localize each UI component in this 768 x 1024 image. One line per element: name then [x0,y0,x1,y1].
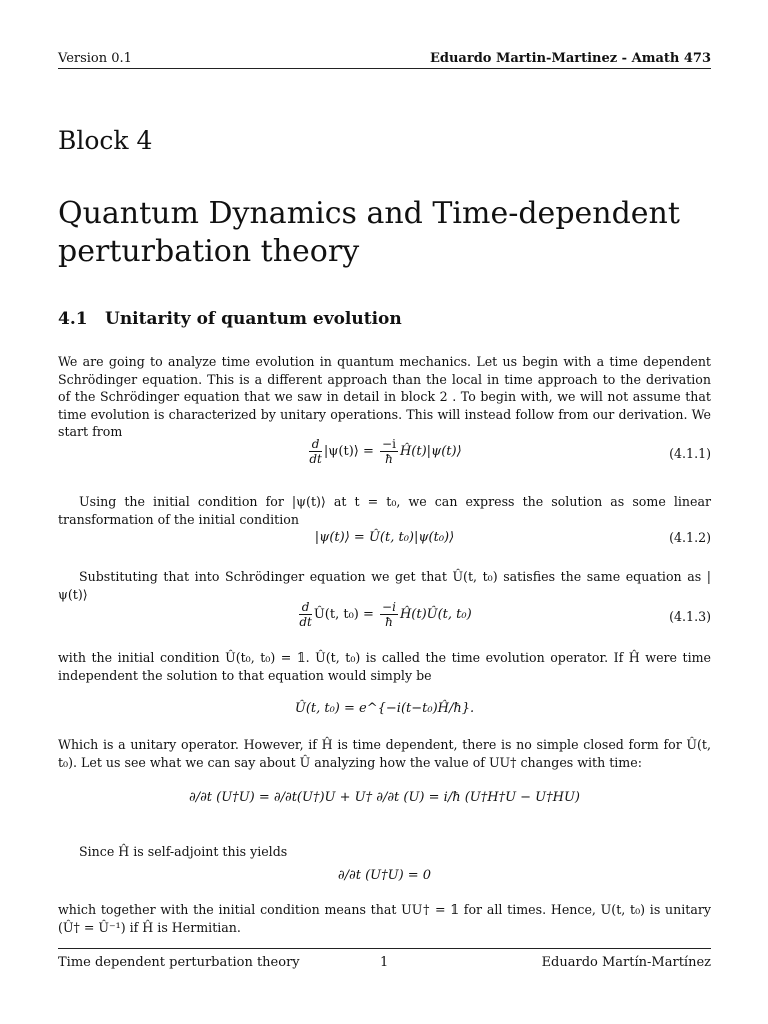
paragraph-initial-condition: Using the initial condition for |ψ(t)⟩ at t = t₀, we can express the solution as some linear transformation of the initial condition [58,494,711,527]
page-number: 1 [380,955,389,970]
block-label: Block 4 [58,126,153,155]
section-number: 4.1 [58,309,88,329]
eq-lhs: |ψ(t)⟩ = [323,444,374,459]
equation-number: (4.1.1) [669,446,711,461]
paragraph-intro: We are going to analyze time evolution in quantum mechanics. Let us begin with a time dependent Schrödinger equation. This is a different approach than the local in time approach to the derivation of the Schrödinger equation that we saw in detail in block 2 . To begin with, we will not assume that time evolution is characterized by unitary operations. This will instead follow from our derivation. We start from [58,354,711,439]
equation-zero [58,868,711,902]
paragraph-substituting: Substituting that into Schrödinger equation we get that Û(t, t₀) satisfies the same equation as |ψ(t)⟩ [58,569,711,602]
eq-text: |ψ(t)⟩ = Û(t, t₀)|ψ(t₀)⟩ [314,530,455,545]
equation-4-1-1: $\frac{d}{dt}$ |ψ(t)⟩ = $\frac{-i}{ħ}$ Ĥ(t)|ψ(t)⟩ (4.1.1) [309,437,711,466]
eq-rhs: Ĥ(t)Û(t, t₀) [399,607,472,622]
footer-title: Time dependent perturbation theory [58,955,300,970]
eq-text: ∂/∂t (U†U) = 0 [337,868,432,883]
equation-number: (4.1.3) [669,609,711,624]
version-label: Version 0.1 [58,51,132,66]
header-rule [58,68,711,69]
section-title: Unitarity of quantum evolution [105,309,402,329]
paragraph-since: Since Ĥ is self-adjoint this yields [79,844,288,859]
equation-derivative [58,790,711,824]
eq-lhs: Û(t, t₀) = [313,607,374,622]
equation-exponential [58,701,711,735]
running-footer [58,955,711,973]
paragraph-which-unitary: Which is a unitary operator. However, if Ĥ is time dependent, there is no simple closed form for Û(t, t₀). Let us see what we can say about Û analyzing how the value of UU† changes with time: [58,737,711,770]
footer-rule [58,948,711,949]
paragraph-with-initial: with the initial condition Û(t₀, t₀) = 𝟙. Û(t, t₀) is called the time evolution operator. If Ĥ were time independent the solution to that equation would simply be [58,650,711,683]
author-course: Eduardo Martin-Martinez - Amath 473 [429,51,711,66]
running-header [58,51,711,69]
eq-text: Û(t, t₀) = e^{−i(t−t₀)Ĥ/ħ}. [294,701,475,716]
equation-4-1-2 [58,530,711,564]
equation-number: (4.1.2) [669,530,711,545]
eq-rhs: Ĥ(t)|ψ(t)⟩ [399,444,462,459]
footer-author: Eduardo Martín-Martínez [541,955,711,970]
chapter-title: Quantum Dynamics and Time-dependent perturbation theory [58,196,680,269]
paragraph-conclusion: which together with the initial condition means that UU† = 𝟙 for all times. Hence, U(t, t₀) is unitary (Û† = Û⁻¹) if Ĥ is Hermitian. [58,902,711,935]
eq-text: ∂/∂t (U†U) = ∂/∂t(U†)U + U† ∂/∂t (U) = i/ħ (U†H†U − U†HU) [188,790,581,805]
equation-4-1-3: $\frac{d}{dt}$ Û(t, t₀) = $\frac{-i}{ħ}$ Ĥ(t)Û(t, t₀) (4.1.3) [299,600,711,629]
section-heading [58,309,402,329]
